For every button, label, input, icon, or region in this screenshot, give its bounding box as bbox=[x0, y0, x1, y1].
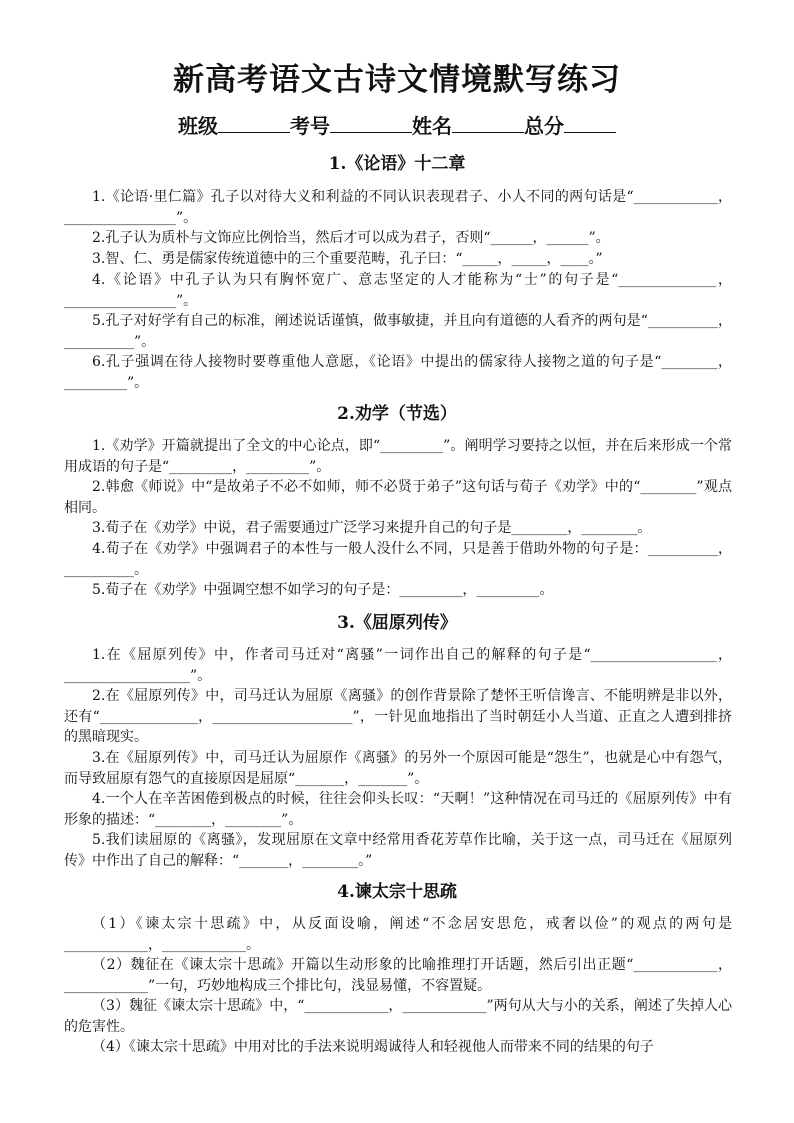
question: 4.一个人在辛苦困倦到极点的时候，往往会仰头长叹：“天啊！”这种情况在司马迁的《屈原列传》中有形象的描述：“________，________”。 bbox=[64, 791, 732, 828]
question: 2.在《屈原列传》中，司马迁认为屈原《离骚》的创作背景除了楚怀王听信谗言、不能明辨是非以外，还有“______________，____________________”，一针见血地指出了当时朝廷小人当道、正直之人遭到排挤的黑暗现实。 bbox=[64, 688, 732, 746]
question: 6.孔子强调在待人接物时要尊重他人意愿，《论语》中提出的儒家待人接物之道的句子是“________，_________”。 bbox=[64, 354, 732, 391]
student-info-row bbox=[0, 110, 794, 141]
class-label: 班级 bbox=[178, 114, 218, 138]
number-label: 考号 bbox=[290, 114, 330, 138]
question: （3）魏征《谏太宗十思疏》中，“____________，____________”两句从大与小的关系，阐述了失掉人心的危害性。 bbox=[64, 998, 732, 1035]
question: 1.《论语·里仁篇》孔子以对待大义和利益的不同认识表现君子、小人不同的两句话是“____________，________________”。 bbox=[64, 189, 732, 226]
question: 3.智、仁、勇是儒家传统道德中的三个重要范畴，孔子曰：“_____，_____，____。” bbox=[92, 251, 603, 267]
question: 4.荀子在《劝学》中强调君子的本性与一般人没什么不同，只是善于借助外物的句子是：__________，__________。 bbox=[64, 541, 732, 578]
question: 1.在《屈原列传》中，作者司马迁对“离骚”一词作出自己的解释的句子是“__________________，__________________”。 bbox=[64, 647, 732, 684]
question: （4）《谏太宗十思疏》中用对比的手法来说明竭诚待人和轻视他人而带来不同的结果的句子 bbox=[92, 1039, 654, 1055]
name-label: 姓名 bbox=[412, 114, 452, 138]
question: 3.荀子在《劝学》中说，君子需要通过广泛学习来提升自己的句子是________，________。 bbox=[92, 520, 652, 536]
question: （1）《谏太宗十思疏》中，从反面设喻，阐述“不念居安思危，戒奢以俭”的观点的两句是____________，____________。 bbox=[64, 916, 732, 953]
question: 3.在《屈原列传》中，司马迁认为屈原作《离骚》的另外一个原因可能是“怨生”，也就是心中有怨气，而导致屈原有怨气的直接原因是屈原“_______，_______”。 bbox=[64, 750, 732, 787]
score-blank[interactable] bbox=[564, 110, 616, 133]
page-title: 新高考语文古诗文情境默写练习 bbox=[173, 62, 621, 98]
question: 5.孔子对好学有自己的标准，阐述说话谨慎，做事敏捷，并且向有道德的人看齐的两句是“__________，__________”。 bbox=[64, 313, 732, 350]
question: 1.《劝学》开篇就提出了全文的中心论点，即“_________”。阐明学习要持之以恒，并在后来形成一个常用成语的句子是“_________，_________”。 bbox=[64, 438, 732, 475]
score-label: 总分 bbox=[524, 114, 564, 138]
question: （2）魏征在《谏太宗十思疏》开篇以生动形象的比喻推理打开话题，然后引出正题“____________，____________”一句，巧妙地构成三个排比句，浅显易懂，不容置疑。 bbox=[64, 957, 732, 994]
section-heading: 4.谏太宗十思疏 bbox=[337, 882, 457, 902]
name-blank[interactable] bbox=[452, 110, 524, 133]
question: 5.我们读屈原的《离骚》，发现屈原在文章中经常用香花芳草作比喻，关于这一点，司马迁在《屈原列传》中作出了自己的解释：“_______，________。” bbox=[64, 832, 732, 869]
question: 4.《论语》中孔子认为只有胸怀宽广、意志坚定的人才能称为“士”的句子是“______________，________________”。 bbox=[64, 272, 732, 309]
question: 5.荀子在《劝学》中强调空想不如学习的句子是：_________，_________。 bbox=[92, 582, 554, 598]
question: 2.孔子认为质朴与文饰应比例恰当，然后才可以成为君子，否则“______，______”。 bbox=[92, 230, 610, 246]
section-heading: 3.《屈原列传》 bbox=[337, 613, 457, 633]
section-heading: 2.劝学（节选） bbox=[337, 404, 457, 424]
class-blank[interactable] bbox=[218, 110, 290, 133]
question: 2.韩愈《师说》中“是故弟子不必不如师，师不必贤于弟子”这句话与荀子《劝学》中的“________”观点相同。 bbox=[64, 479, 732, 516]
section-heading: 1.《论语》十二章 bbox=[328, 154, 466, 174]
number-blank[interactable] bbox=[330, 110, 412, 133]
